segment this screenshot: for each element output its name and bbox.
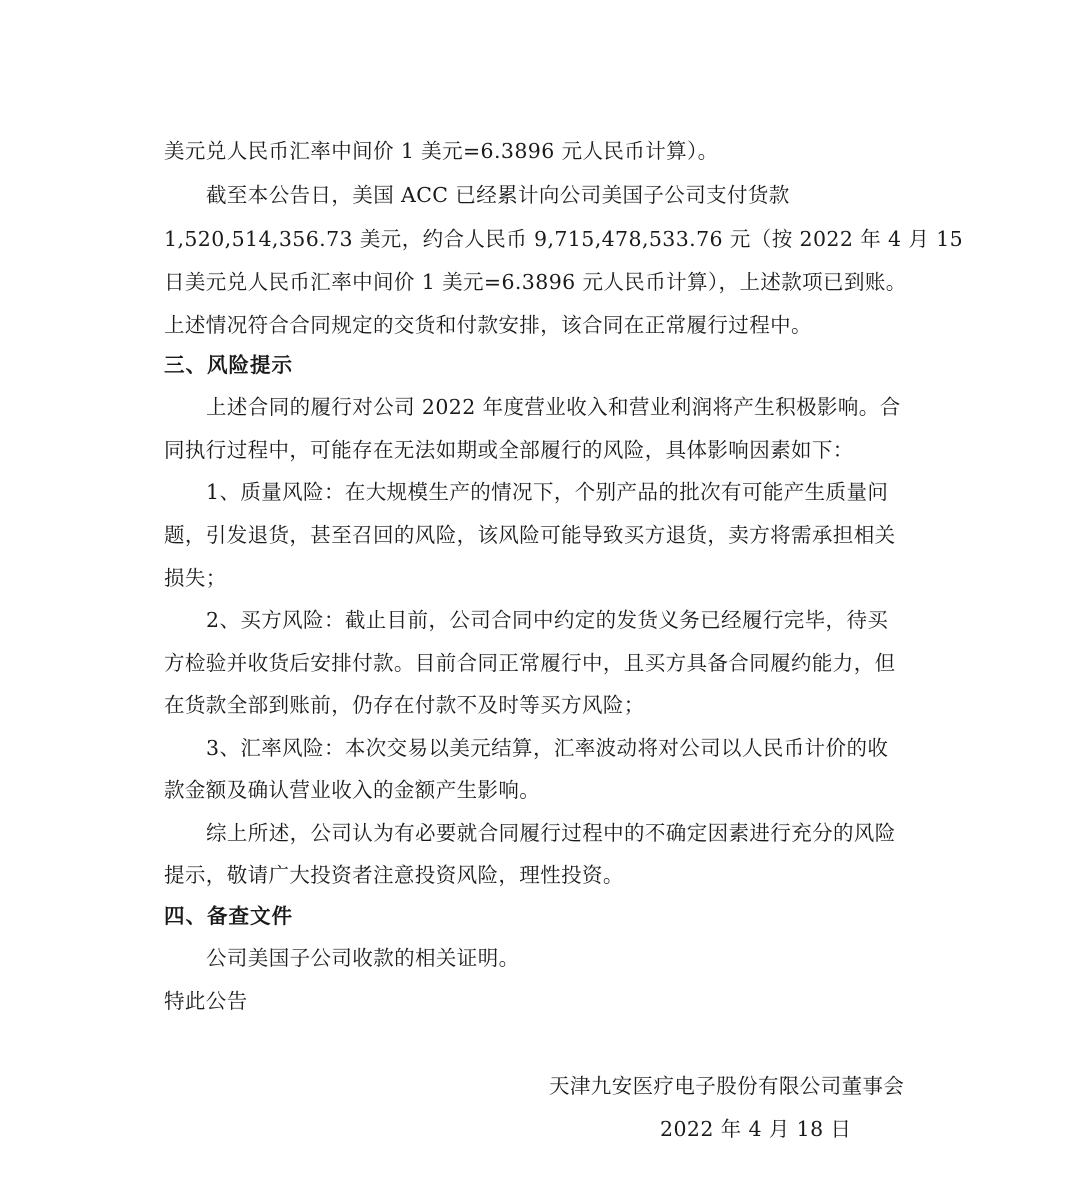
section-heading-documents: 四、备查文件	[164, 904, 293, 928]
paragraph-line: 上述情况符合合同规定的交货和付款安排，该合同在正常履行过程中。	[164, 313, 812, 337]
closing-text: 特此公告	[164, 989, 248, 1013]
risk-item-exchange-rate: 3、汇率风险：本次交易以美元结算，汇率波动将对公司以人民币计价的收	[206, 736, 889, 760]
paragraph-line: 款金额及确认营业收入的金额产生影响。	[164, 778, 541, 802]
paragraph-line: 公司美国子公司收款的相关证明。	[206, 946, 520, 970]
paragraph-line: 方检验并收货后安排付款。目前合同正常履行中，且买方具备合同履约能力，但	[164, 651, 896, 675]
paragraph-line: 题，引发退货，甚至召回的风险，该风险可能导致买方退货，卖方将需承担相关	[164, 523, 896, 547]
section-heading-risk: 三、风险提示	[164, 353, 293, 377]
paragraph-line: 截至本公告日，美国 ACC 已经累计向公司美国子公司支付货款	[206, 183, 790, 207]
risk-item-quality: 1、质量风险：在大规模生产的情况下，个别产品的批次有可能产生质量问	[206, 480, 889, 504]
paragraph-line: 美元兑人民币汇率中间价 1 美元=6.3896 元人民币计算）。	[164, 139, 719, 163]
signature-company: 天津九安医疗电子股份有限公司董事会	[549, 1074, 905, 1098]
paragraph-line: 损失；	[164, 566, 227, 590]
risk-item-buyer: 2、买方风险：截止目前，公司合同中约定的发货义务已经履行完毕，待买	[206, 608, 889, 632]
paragraph-line: 提示，敬请广大投资者注意投资风险，理性投资。	[164, 863, 624, 887]
paragraph-line: 日美元兑人民币汇率中间价 1 美元=6.3896 元人民币计算），上述款项已到账。	[164, 270, 907, 294]
paragraph-line: 上述合同的履行对公司 2022 年度营业收入和营业利润将产生积极影响。合	[206, 395, 901, 419]
paragraph-line: 综上所述，公司认为有必要就合同履行过程中的不确定因素进行充分的风险	[206, 821, 896, 845]
signature-date: 2022 年 4 月 18 日	[660, 1117, 852, 1141]
paragraph-line: 1,520,514,356.73 美元，约合人民币 9,715,478,533.76 元（按 2022 年 4 月 15	[164, 227, 964, 251]
paragraph-line: 同执行过程中，可能存在无法如期或全部履行的风险，具体影响因素如下：	[164, 438, 854, 462]
paragraph-line: 在货款全部到账前，仍存在付款不及时等买方风险；	[164, 693, 645, 717]
